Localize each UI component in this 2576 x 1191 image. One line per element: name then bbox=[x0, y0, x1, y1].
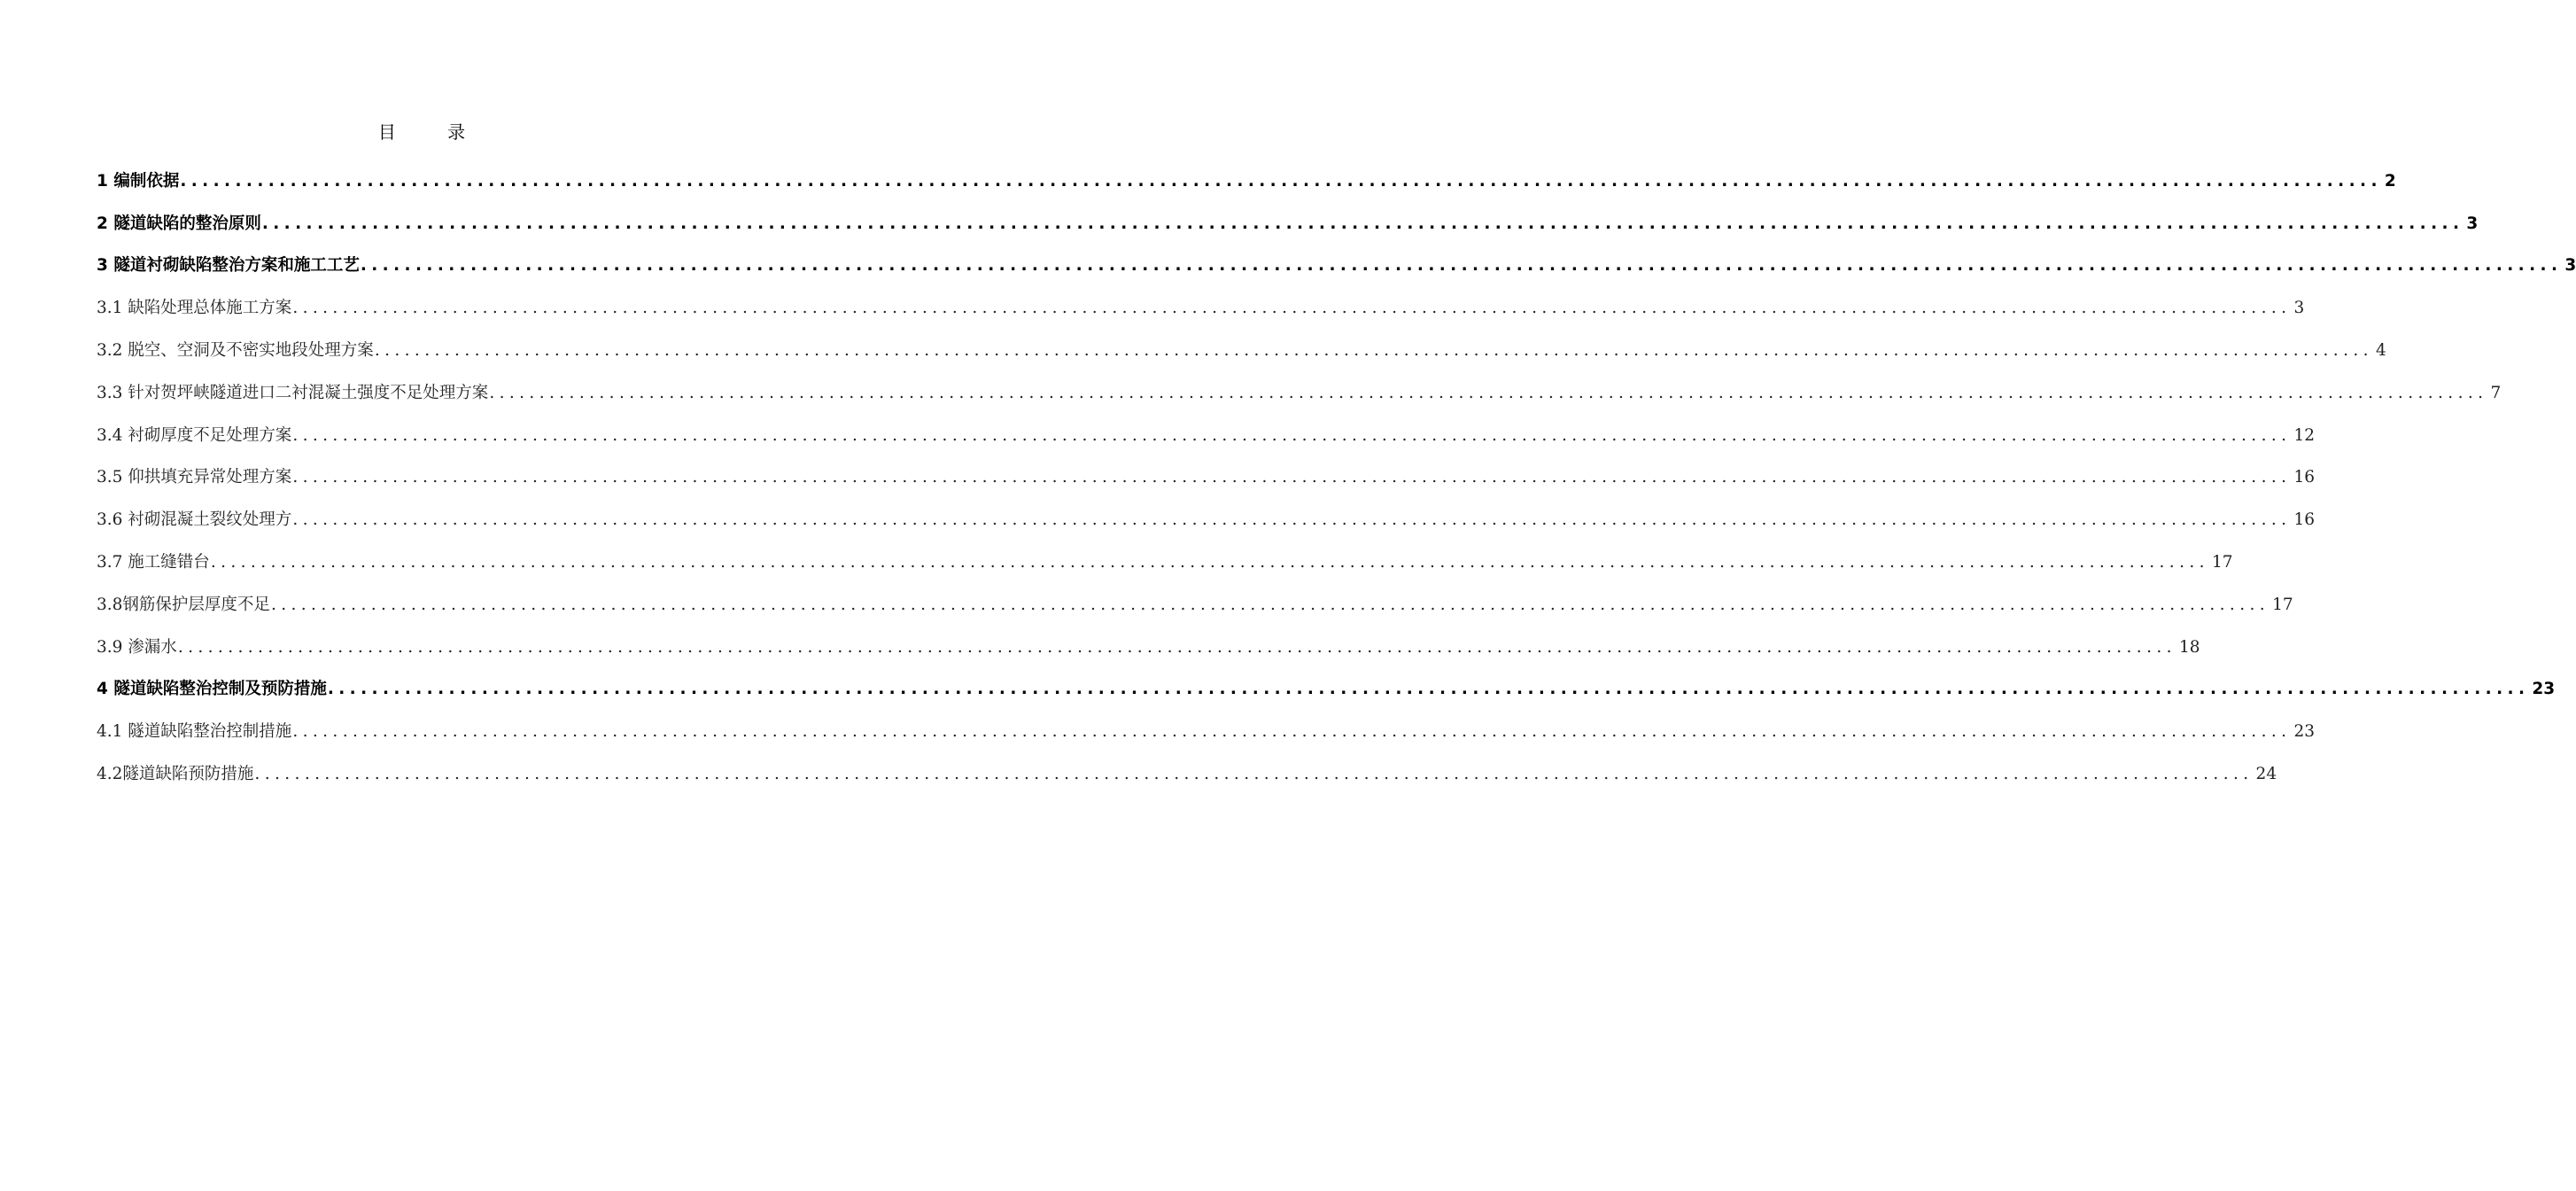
toc-dot-leader: ........................................................................................................................................................................................................ bbox=[292, 468, 2292, 487]
toc-entry-page-number: 2 bbox=[2384, 171, 2396, 191]
toc-dot-leader: ........................................................................................................................................................................................................ bbox=[261, 214, 2464, 233]
toc-entry[interactable] bbox=[97, 499, 2315, 541]
toc-dot-leader: ........................................................................................................................................................................................................ bbox=[292, 425, 2292, 445]
toc-entry-label: 4.2隧道缺陷预防措施 bbox=[97, 765, 254, 784]
toc-entry-page-number: 24 bbox=[2255, 765, 2277, 784]
toc-entry-page-number: 3 bbox=[2466, 214, 2479, 233]
toc-entry-page-number: 18 bbox=[2178, 637, 2200, 657]
toc-entry-label: 3.9 渗漏水 bbox=[97, 637, 177, 657]
toc-dot-leader: ........................................................................................................................................................................................................ bbox=[180, 171, 2382, 191]
toc-entry-label: 3 隧道衬砌缺陷整治方案和施工工艺 bbox=[97, 256, 360, 276]
toc-dot-leader: ........................................................................................................................................................................................................ bbox=[292, 510, 2292, 530]
toc-entry[interactable] bbox=[97, 753, 2277, 796]
toc-entry[interactable] bbox=[97, 245, 2576, 288]
toc-entry-label: 3.8钢筋保护层厚度不足 bbox=[97, 595, 270, 614]
toc-entry[interactable] bbox=[97, 627, 2200, 669]
toc-entry-page-number: 23 bbox=[2293, 722, 2315, 742]
toc-title: 目 录 bbox=[377, 121, 489, 143]
toc-dot-leader: ........................................................................................................................................................................................................ bbox=[292, 722, 2292, 742]
toc-entry-page-number: 3 bbox=[2564, 256, 2576, 276]
toc-entry[interactable] bbox=[97, 372, 2502, 415]
toc-entry-page-number: 12 bbox=[2293, 425, 2315, 445]
toc-entry-page-number: 23 bbox=[2532, 680, 2556, 699]
toc-entry-label: 3.7 施工缝错台 bbox=[97, 553, 210, 572]
toc-entry-label: 3.2 脱空、空洞及不密实地段处理方案 bbox=[97, 341, 374, 361]
toc-entry[interactable] bbox=[97, 457, 2315, 500]
toc-entry-label: 1 编制依据 bbox=[97, 171, 180, 191]
toc-list bbox=[97, 160, 2576, 796]
toc-entry[interactable] bbox=[97, 669, 2556, 712]
toc-entry[interactable] bbox=[97, 287, 2305, 330]
toc-entry-page-number: 16 bbox=[2293, 468, 2315, 487]
toc-entry-page-number: 16 bbox=[2293, 510, 2315, 530]
toc-entry-label: 3.4 衬砌厚度不足处理方案 bbox=[97, 425, 292, 445]
toc-entry[interactable] bbox=[97, 541, 2233, 584]
toc-entry[interactable] bbox=[97, 415, 2315, 457]
toc-entry-label: 4.1 隧道缺陷整治控制措施 bbox=[97, 722, 292, 742]
toc-entry[interactable] bbox=[97, 203, 2479, 245]
toc-entry-label: 2 隧道缺陷的整治原则 bbox=[97, 214, 261, 233]
toc-entry-label: 3.3 针对贺坪峡隧道进口二衬混凝土强度不足处理方案 bbox=[97, 383, 489, 402]
toc-entry-label: 4 隧道缺陷整治控制及预防措施 bbox=[97, 680, 327, 699]
toc-dot-leader: ........................................................................................................................................................................................................ bbox=[327, 680, 2530, 699]
toc-entry-label: 3.6 衬砌混凝土裂纹处理方 bbox=[97, 510, 292, 530]
toc-dot-leader: ........................................................................................................................................................................................................ bbox=[210, 553, 2209, 572]
toc-entry[interactable] bbox=[97, 160, 2396, 203]
toc-entry[interactable] bbox=[97, 711, 2315, 753]
toc-entry-page-number: 7 bbox=[2490, 383, 2502, 402]
toc-dot-leader: ........................................................................................................................................................................................................ bbox=[177, 637, 2176, 657]
toc-dot-leader: ........................................................................................................................................................................................................ bbox=[360, 256, 2563, 276]
toc-entry[interactable] bbox=[97, 584, 2293, 627]
toc-entry-page-number: 4 bbox=[2375, 341, 2386, 361]
toc-dot-leader: ........................................................................................................................................................................................................ bbox=[270, 595, 2270, 614]
toc-dot-leader: ........................................................................................................................................................................................................ bbox=[254, 765, 2254, 784]
toc-dot-leader: ........................................................................................................................................................................................................ bbox=[489, 383, 2488, 402]
toc-entry[interactable] bbox=[97, 330, 2386, 372]
toc-dot-leader: ........................................................................................................................................................................................................ bbox=[374, 341, 2373, 361]
toc-dot-leader: ........................................................................................................................................................................................................ bbox=[292, 299, 2292, 318]
toc-entry-page-number: 17 bbox=[2211, 553, 2233, 572]
toc-entry-page-number: 3 bbox=[2293, 299, 2305, 318]
toc-entry-page-number: 17 bbox=[2272, 595, 2293, 614]
toc-entry-label: 3.5 仰拱填充异常处理方案 bbox=[97, 468, 292, 487]
toc-entry-label: 3.1 缺陷处理总体施工方案 bbox=[97, 299, 292, 318]
